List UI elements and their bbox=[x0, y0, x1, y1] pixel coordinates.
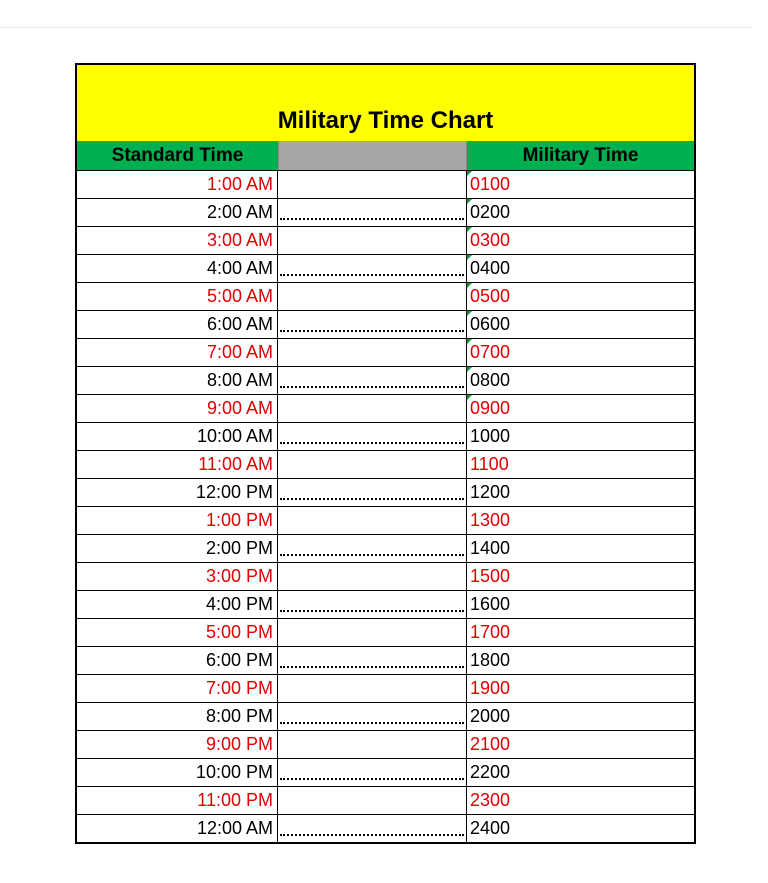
dotted-leader bbox=[280, 834, 464, 836]
military-time-value: 0400 bbox=[470, 258, 511, 278]
dotted-leader bbox=[280, 554, 464, 556]
cell-indicator-icon bbox=[467, 395, 472, 400]
table-row bbox=[77, 731, 694, 759]
table-row bbox=[77, 563, 694, 591]
military-time-cell bbox=[467, 311, 694, 338]
spacer-cell bbox=[278, 451, 467, 478]
table-row bbox=[77, 311, 694, 339]
standard-time-cell: 12:00 PM bbox=[77, 479, 278, 506]
spacer-cell bbox=[278, 339, 467, 366]
dotted-leader bbox=[280, 442, 464, 444]
standard-time-cell: 8:00 PM bbox=[77, 703, 278, 730]
standard-time-cell: 1:00 PM bbox=[77, 507, 278, 534]
standard-time-cell: 2:00 PM bbox=[77, 535, 278, 562]
military-time-value: 0600 bbox=[470, 314, 511, 334]
spacer-cell bbox=[278, 703, 467, 730]
standard-time-cell: 6:00 AM bbox=[77, 311, 278, 338]
military-time-value: 1900 bbox=[470, 678, 511, 698]
chart-title: Military Time Chart bbox=[277, 107, 494, 134]
table-row bbox=[77, 395, 694, 423]
military-time-value: 1700 bbox=[470, 622, 511, 642]
spacer-cell bbox=[278, 535, 467, 562]
spacer-cell bbox=[278, 283, 467, 310]
military-time-value: 2000 bbox=[470, 706, 511, 726]
military-time-value: 0500 bbox=[470, 286, 511, 306]
table-row bbox=[77, 675, 694, 703]
military-time-value: 1300 bbox=[470, 510, 511, 530]
military-time-cell bbox=[467, 451, 694, 478]
dotted-leader bbox=[280, 610, 464, 612]
spacer-cell bbox=[278, 675, 467, 702]
military-time-cell bbox=[467, 283, 694, 310]
standard-time-cell: 10:00 AM bbox=[77, 423, 278, 450]
spacer-cell bbox=[278, 255, 467, 282]
standard-time-cell: 11:00 PM bbox=[77, 787, 278, 814]
dotted-leader bbox=[280, 386, 464, 388]
military-time-value: 0100 bbox=[470, 174, 511, 194]
spacer-cell bbox=[278, 479, 467, 506]
military-time-value: 0200 bbox=[470, 202, 511, 222]
cell-indicator-icon bbox=[467, 199, 472, 204]
spacer-cell bbox=[278, 815, 467, 842]
military-time-cell bbox=[467, 227, 694, 254]
spacer-cell bbox=[278, 619, 467, 646]
table-row bbox=[77, 283, 694, 311]
standard-time-cell: 3:00 PM bbox=[77, 563, 278, 590]
table-row bbox=[77, 591, 694, 619]
table-row bbox=[77, 423, 694, 451]
title-row bbox=[77, 65, 694, 141]
military-time-cell bbox=[467, 507, 694, 534]
spacer-cell bbox=[278, 227, 467, 254]
spacer-cell bbox=[278, 787, 467, 814]
standard-time-cell: 11:00 AM bbox=[77, 451, 278, 478]
table-row bbox=[77, 815, 694, 842]
header-military-time: Military Time bbox=[467, 141, 694, 170]
cell-indicator-icon bbox=[467, 227, 472, 232]
military-time-value: 1400 bbox=[470, 538, 511, 558]
military-time-value: 0700 bbox=[470, 342, 511, 362]
standard-time-cell: 6:00 PM bbox=[77, 647, 278, 674]
table-row bbox=[77, 255, 694, 283]
spacer-cell bbox=[278, 171, 467, 198]
cell-indicator-icon bbox=[467, 283, 472, 288]
standard-time-cell: 7:00 AM bbox=[77, 339, 278, 366]
cell-indicator-icon bbox=[467, 171, 472, 176]
cell-indicator-icon bbox=[467, 311, 472, 316]
table-row bbox=[77, 787, 694, 815]
header-spacer bbox=[278, 141, 467, 170]
military-time-cell bbox=[467, 815, 694, 842]
military-time-value: 1500 bbox=[470, 566, 511, 586]
dotted-leader bbox=[280, 218, 464, 220]
cell-indicator-icon bbox=[467, 367, 472, 372]
dotted-leader bbox=[280, 330, 464, 332]
table-row bbox=[77, 619, 694, 647]
military-time-cell bbox=[467, 703, 694, 730]
dotted-leader bbox=[280, 666, 464, 668]
table-row bbox=[77, 199, 694, 227]
dotted-leader bbox=[280, 722, 464, 724]
standard-time-cell: 8:00 AM bbox=[77, 367, 278, 394]
table-row bbox=[77, 171, 694, 199]
spacer-cell bbox=[278, 759, 467, 786]
dotted-leader bbox=[280, 274, 464, 276]
military-time-value: 2300 bbox=[470, 790, 511, 810]
military-time-value: 1600 bbox=[470, 594, 511, 614]
cell-indicator-icon bbox=[467, 255, 472, 260]
spacer-cell bbox=[278, 591, 467, 618]
standard-time-cell: 7:00 PM bbox=[77, 675, 278, 702]
military-time-value: 0800 bbox=[470, 370, 511, 390]
military-time-cell bbox=[467, 759, 694, 786]
table-row bbox=[77, 367, 694, 395]
spacer-cell bbox=[278, 199, 467, 226]
military-time-cell bbox=[467, 479, 694, 506]
military-time-cell bbox=[467, 675, 694, 702]
standard-time-cell: 4:00 AM bbox=[77, 255, 278, 282]
table-row bbox=[77, 759, 694, 787]
table-row bbox=[77, 535, 694, 563]
table-row bbox=[77, 703, 694, 731]
time-rows bbox=[77, 171, 694, 842]
spacer-cell bbox=[278, 563, 467, 590]
standard-time-cell: 3:00 AM bbox=[77, 227, 278, 254]
military-time-value: 1200 bbox=[470, 482, 511, 502]
military-time-cell bbox=[467, 171, 694, 198]
standard-time-cell: 1:00 AM bbox=[77, 171, 278, 198]
table-row bbox=[77, 339, 694, 367]
standard-time-cell: 9:00 AM bbox=[77, 395, 278, 422]
military-time-cell bbox=[467, 647, 694, 674]
header-row bbox=[77, 141, 694, 171]
spacer-cell bbox=[278, 731, 467, 758]
table-row bbox=[77, 451, 694, 479]
military-time-chart bbox=[75, 63, 696, 844]
spacer-cell bbox=[278, 507, 467, 534]
spacer-cell bbox=[278, 647, 467, 674]
military-time-cell bbox=[467, 199, 694, 226]
spacer-cell bbox=[278, 311, 467, 338]
military-time-value: 2200 bbox=[470, 762, 511, 782]
military-time-cell bbox=[467, 339, 694, 366]
military-time-cell bbox=[467, 731, 694, 758]
standard-time-cell: 10:00 PM bbox=[77, 759, 278, 786]
table-row bbox=[77, 647, 694, 675]
table-row bbox=[77, 507, 694, 535]
military-time-value: 1000 bbox=[470, 426, 511, 446]
standard-time-cell: 2:00 AM bbox=[77, 199, 278, 226]
standard-time-cell: 5:00 AM bbox=[77, 283, 278, 310]
standard-time-cell: 5:00 PM bbox=[77, 619, 278, 646]
military-time-value: 2400 bbox=[470, 818, 511, 838]
military-time-value: 2100 bbox=[470, 734, 511, 754]
spacer-cell bbox=[278, 367, 467, 394]
military-time-cell bbox=[467, 591, 694, 618]
military-time-cell bbox=[467, 535, 694, 562]
military-time-value: 0300 bbox=[470, 230, 511, 250]
military-time-cell bbox=[467, 423, 694, 450]
military-time-cell bbox=[467, 619, 694, 646]
spacer-cell bbox=[278, 395, 467, 422]
military-time-cell bbox=[467, 255, 694, 282]
military-time-value: 0900 bbox=[470, 398, 511, 418]
header-standard-time: Standard Time bbox=[77, 141, 278, 170]
table-row bbox=[77, 479, 694, 507]
cell-indicator-icon bbox=[467, 339, 472, 344]
military-time-cell bbox=[467, 395, 694, 422]
military-time-cell bbox=[467, 563, 694, 590]
table-row bbox=[77, 227, 694, 255]
military-time-value: 1800 bbox=[470, 650, 511, 670]
spacer-cell bbox=[278, 423, 467, 450]
military-time-cell bbox=[467, 367, 694, 394]
military-time-value: 1100 bbox=[470, 454, 509, 474]
standard-time-cell: 4:00 PM bbox=[77, 591, 278, 618]
dotted-leader bbox=[280, 498, 464, 500]
military-time-cell bbox=[467, 787, 694, 814]
standard-time-cell: 12:00 AM bbox=[77, 815, 278, 842]
standard-time-cell: 9:00 PM bbox=[77, 731, 278, 758]
top-divider bbox=[0, 27, 752, 28]
dotted-leader bbox=[280, 778, 464, 780]
